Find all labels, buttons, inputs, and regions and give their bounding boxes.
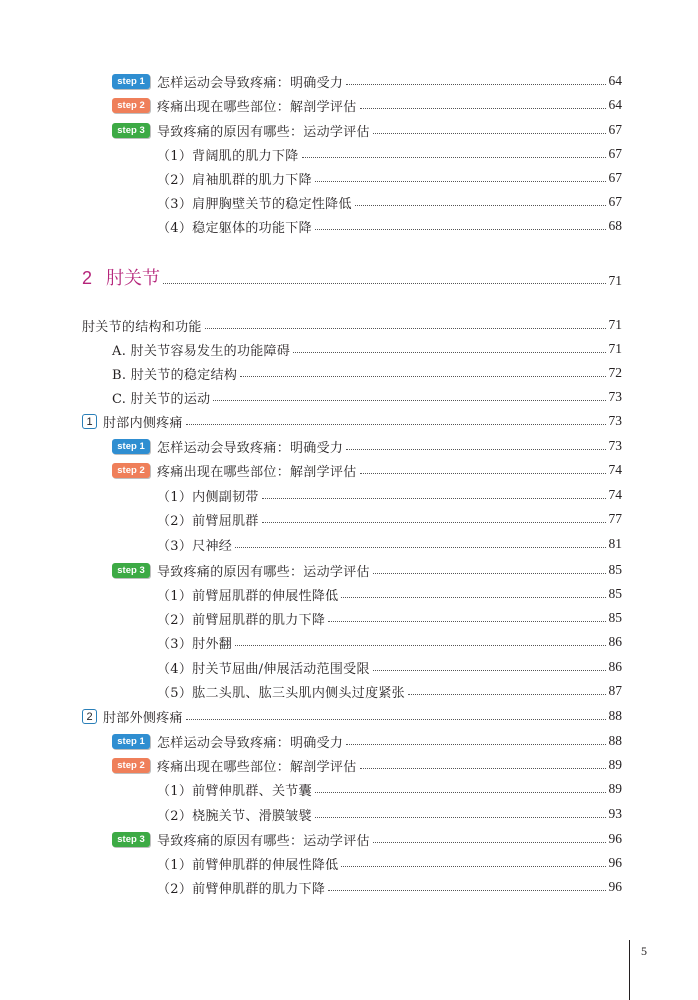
entry-page: 73 xyxy=(608,389,622,404)
dot-leader xyxy=(315,792,606,793)
dot-leader xyxy=(346,84,605,85)
toc-sub-entry[interactable] xyxy=(157,779,622,799)
toc-sub-entry[interactable] xyxy=(112,387,622,407)
dot-leader xyxy=(341,866,605,867)
entry-title: 疼痛出现在哪些部位：解剖学评估 xyxy=(157,759,357,775)
toc-step-entry[interactable] xyxy=(112,829,622,849)
entry-title: 导致疼痛的原因有哪些：运动学评估 xyxy=(157,124,370,140)
entry-title: （1）背阔肌的肌力下降 xyxy=(157,148,299,164)
dot-leader xyxy=(262,498,606,499)
dot-leader xyxy=(373,573,606,574)
entry-page: 93 xyxy=(608,806,622,821)
dot-leader xyxy=(235,645,605,646)
toc-sub-entry[interactable] xyxy=(157,485,622,505)
dot-leader xyxy=(302,157,606,158)
dot-leader xyxy=(186,424,606,425)
step-1-badge: step 1 xyxy=(112,734,150,749)
toc-sub-entry[interactable] xyxy=(157,804,622,824)
entry-title: 疼痛出现在哪些部位：解剖学评估 xyxy=(157,464,357,480)
toc-section-entry[interactable] xyxy=(82,706,622,726)
entry-page: 68 xyxy=(608,218,622,233)
entry-title: （2）前臂屈肌群 xyxy=(157,513,259,529)
toc-sub-entry[interactable] xyxy=(157,681,622,701)
toc-sub-entry[interactable] xyxy=(157,509,622,529)
dot-leader xyxy=(163,283,605,284)
entry-title: （4）肘关节屈曲/伸展活动范围受限 xyxy=(157,661,370,677)
chapter-number: 2 xyxy=(82,268,93,288)
entry-title: （2）前臂伸肌群的肌力下降 xyxy=(157,881,326,897)
dot-leader xyxy=(360,108,606,109)
toc-sub-entry[interactable] xyxy=(157,877,622,897)
entry-title: （2）前臂屈肌群的肌力下降 xyxy=(157,612,326,628)
dot-leader xyxy=(360,768,606,769)
entry-page: 86 xyxy=(608,659,622,674)
dot-leader xyxy=(355,205,606,206)
entry-page: 96 xyxy=(608,855,622,870)
dot-leader xyxy=(213,400,605,401)
toc-section-entry[interactable] xyxy=(82,411,622,431)
entry-title: （1）内侧副韧带 xyxy=(157,489,259,505)
entry-title: C. 肘关节的运动 xyxy=(112,391,211,407)
step-2-badge: step 2 xyxy=(112,98,150,113)
dot-leader xyxy=(373,670,606,671)
toc-sub-entry[interactable] xyxy=(157,534,622,554)
entry-title: 疼痛出现在哪些部位：解剖学评估 xyxy=(157,99,357,115)
dot-leader xyxy=(240,376,605,377)
entry-title: 肘关节的结构和功能 xyxy=(82,319,202,335)
toc-sub-entry[interactable] xyxy=(157,216,622,236)
toc-step-entry[interactable] xyxy=(112,460,622,480)
dot-leader xyxy=(205,328,606,329)
entry-page: 72 xyxy=(608,365,622,380)
dot-leader xyxy=(408,694,606,695)
step-3-badge: step 3 xyxy=(112,123,150,138)
entry-title: 怎样运动会导致疼痛：明确受力 xyxy=(157,75,344,91)
page-number-rule xyxy=(629,940,630,1000)
entry-page: 73 xyxy=(608,413,622,428)
entry-page: 74 xyxy=(608,462,622,477)
toc-step-entry[interactable] xyxy=(112,120,622,140)
entry-title: B. 肘关节的稳定结构 xyxy=(112,367,238,383)
toc-sub-entry[interactable] xyxy=(157,144,622,164)
entry-title: 肘部外侧疼痛 xyxy=(103,710,183,726)
toc-section-entry[interactable] xyxy=(82,315,622,335)
dot-leader xyxy=(315,229,606,230)
entry-title: （1）前臂伸肌群、关节囊 xyxy=(157,783,312,799)
entry-page: 88 xyxy=(608,733,622,748)
dot-leader xyxy=(235,547,605,548)
entry-page: 64 xyxy=(608,73,622,88)
step-3-badge: step 3 xyxy=(112,563,150,578)
entry-page: 81 xyxy=(608,536,622,551)
entry-page: 88 xyxy=(608,708,622,723)
toc-sub-entry[interactable] xyxy=(112,363,622,383)
toc-sub-entry[interactable] xyxy=(157,853,622,873)
entry-title: （3）肩胛胸壁关节的稳定性降低 xyxy=(157,196,352,212)
toc-step-entry[interactable] xyxy=(112,731,622,751)
dot-leader xyxy=(341,597,605,598)
dot-leader xyxy=(373,842,606,843)
entry-title: 导致疼痛的原因有哪些：运动学评估 xyxy=(157,564,370,580)
step-1-badge: step 1 xyxy=(112,439,150,454)
entry-page: 64 xyxy=(608,97,622,112)
dot-leader xyxy=(315,817,606,818)
toc-sub-entry[interactable] xyxy=(157,168,622,188)
entry-title: （3）肘外翻 xyxy=(157,636,233,652)
entry-title: 导致疼痛的原因有哪些：运动学评估 xyxy=(157,833,370,849)
entry-title: （3）尺神经 xyxy=(157,538,233,554)
entry-page: 89 xyxy=(608,757,622,772)
step-1-badge: step 1 xyxy=(112,74,150,89)
chapter-title: 肘关节 xyxy=(106,268,161,288)
entry-page: 67 xyxy=(608,170,622,185)
toc-sub-entry[interactable] xyxy=(157,584,622,604)
entry-page: 85 xyxy=(608,562,622,577)
dot-leader xyxy=(262,522,606,523)
entry-page: 85 xyxy=(608,610,622,625)
entry-page: 71 xyxy=(608,273,622,288)
dot-leader xyxy=(373,133,606,134)
page-number: 5 xyxy=(641,944,647,958)
toc-sub-entry[interactable] xyxy=(157,632,622,652)
section-number-box: 2 xyxy=(82,709,97,724)
step-2-badge: step 2 xyxy=(112,463,150,478)
toc-chapter-entry[interactable] xyxy=(82,262,622,292)
toc-sub-entry[interactable] xyxy=(157,608,622,628)
entry-title: 怎样运动会导致疼痛：明确受力 xyxy=(157,735,344,751)
toc-step-entry[interactable] xyxy=(112,755,622,775)
dot-leader xyxy=(328,621,605,622)
entry-page: 77 xyxy=(608,511,622,526)
entry-page: 96 xyxy=(608,879,622,894)
toc-sub-entry[interactable] xyxy=(157,657,622,677)
dot-leader xyxy=(315,181,606,182)
toc-sub-entry[interactable] xyxy=(157,192,622,212)
entry-page: 87 xyxy=(608,683,622,698)
entry-title: （2）肩袖肌群的肌力下降 xyxy=(157,172,312,188)
step-3-badge: step 3 xyxy=(112,832,150,847)
entry-title: （4）稳定躯体的功能下降 xyxy=(157,220,312,236)
entry-page: 74 xyxy=(608,487,622,502)
toc-step-entry[interactable] xyxy=(112,71,622,91)
toc-sub-entry[interactable] xyxy=(112,339,622,359)
entry-title: 肘部内侧疼痛 xyxy=(103,415,183,431)
entry-title: （1）前臂伸肌群的伸展性降低 xyxy=(157,857,339,873)
entry-page: 67 xyxy=(608,122,622,137)
section-number-box: 1 xyxy=(82,414,97,429)
toc-step-entry[interactable] xyxy=(112,95,622,115)
entry-page: 67 xyxy=(608,146,622,161)
dot-leader xyxy=(293,352,605,353)
entry-title: 怎样运动会导致疼痛：明确受力 xyxy=(157,440,344,456)
dot-leader xyxy=(328,890,605,891)
step-2-badge: step 2 xyxy=(112,758,150,773)
dot-leader xyxy=(346,744,605,745)
chapter-heading xyxy=(82,264,160,290)
entry-page: 71 xyxy=(608,317,622,332)
entry-page: 96 xyxy=(608,831,622,846)
entry-page: 67 xyxy=(608,194,622,209)
dot-leader xyxy=(186,719,606,720)
entry-title: （5）肱二头肌、肱三头肌内侧头过度紧张 xyxy=(157,685,405,701)
toc-step-entry[interactable] xyxy=(112,560,622,580)
entry-page: 71 xyxy=(608,341,622,356)
entry-page: 73 xyxy=(608,438,622,453)
toc-step-entry[interactable] xyxy=(112,436,622,456)
entry-title: A. 肘关节容易发生的功能障碍 xyxy=(112,343,291,359)
entry-title: （2）桡腕关节、滑膜皱襞 xyxy=(157,808,312,824)
entry-title: （1）前臂屈肌群的伸展性降低 xyxy=(157,588,339,604)
entry-page: 86 xyxy=(608,634,622,649)
entry-page: 89 xyxy=(608,781,622,796)
entry-page: 85 xyxy=(608,586,622,601)
dot-leader xyxy=(360,473,606,474)
dot-leader xyxy=(346,449,605,450)
